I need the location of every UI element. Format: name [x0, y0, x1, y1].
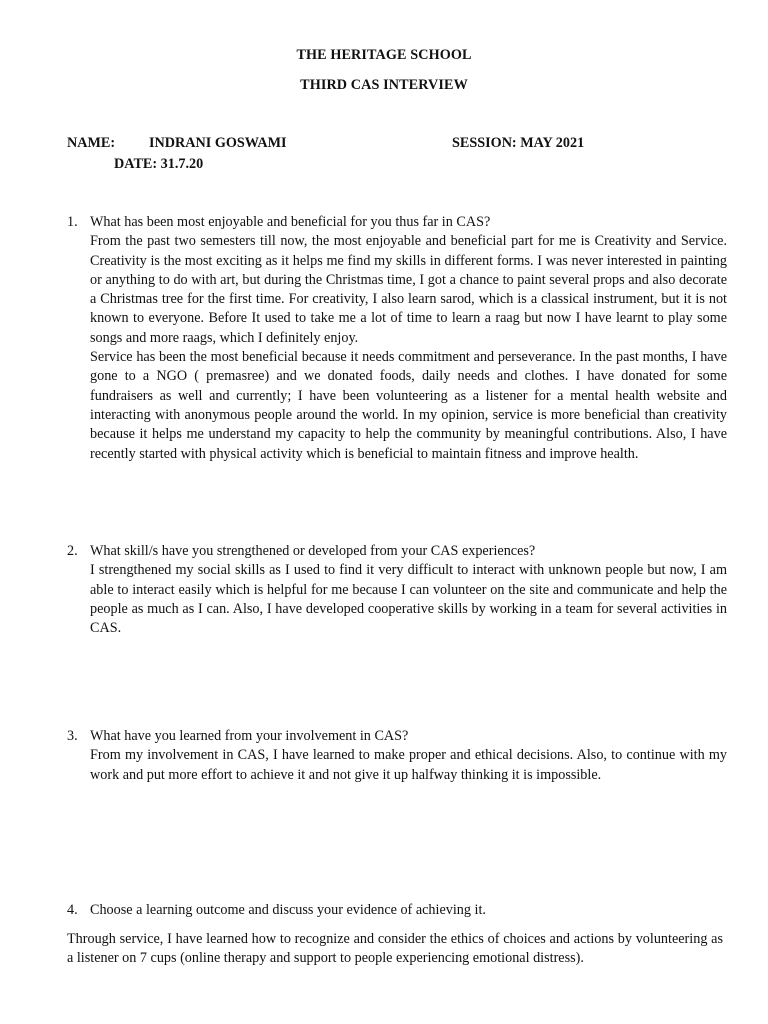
answer-text-continued: Service has been the most beneficial because it needs commitment and perseverance. In the past months, I have gone to a NGO ( premasree) and we donated foods, daily needs and clothes. I have donated for some fundraisers as well and currently; I have been volunteering as a listener for a mental health website and interacting with anonymous people around the world. In my opinion, service is more beneficial than creativity because it helps me understand my capacity to help the community by meaningful contributions. Also, I have recently started with physical activity which is beneficial to maintain fitness and improve health.: [90, 349, 727, 462]
question-text: What skill/s have you strengthened or developed from your CAS experiences?: [90, 543, 536, 559]
question-text: What have you learned from your involvement in CAS?: [90, 728, 409, 744]
question-number: 1.: [67, 214, 78, 230]
question-text: Choose a learning outcome and discuss your evidence of achieving it.: [90, 902, 486, 918]
question-text: What has been most enjoyable and beneficial for you thus far in CAS?: [90, 214, 491, 230]
question-4: [67, 901, 727, 920]
question-number: 4.: [67, 902, 78, 918]
answer-text: I strengthened my social skills as I used to find it very difficult to interact with unknown people but now, I am able to interact easily which is helpful for me because I can volunteer on the site and communicate and help the people as much as I can. Also, I have developed cooperative skills by working in a team for several activities in CAS.: [90, 562, 727, 637]
closing-paragraph: Through service, I have learned how to recognize and consider the ethics of choices and actions by volunteering as a listener on 7 cups (online therapy and support to people experiencing emotional distress).: [67, 931, 723, 967]
school-name: THE HERITAGE SCHOOL: [296, 47, 472, 63]
question-1: [67, 213, 727, 464]
name-value: INDRANI GOSWAMI: [149, 135, 287, 151]
question-number: 3.: [67, 728, 78, 744]
question-number: 2.: [67, 543, 78, 559]
document-title: THIRD CAS INTERVIEW: [300, 77, 468, 93]
answer-text: From the past two semesters till now, the most enjoyable and beneficial part for me is Creativity and Service. Creativity is the most exciting as it helps me find my skills in different forms. I was never interested in painting or anything to do with art, but during the Christmas time, I got a chance to paint several props and also decorate a Christmas tree for the first time. For creativity, I also learn sarod, which is a classical instrument, but it is not known to everyone. Before It used to take me a lot of time to learn a raag but now I have learnt to play some songs and more raags, which I definitely enjoy.: [90, 233, 727, 346]
answer-text: From my involvement in CAS, I have learned to make proper and ethical decisions. Also, to continue with my work and put more effort to achieve it and not give it up halfway thinking it is impossible.: [90, 747, 727, 783]
question-3: [67, 727, 727, 785]
date-info: DATE: 31.7.20: [114, 156, 204, 172]
question-2: [67, 542, 727, 638]
session-info: SESSION: MAY 2021: [452, 135, 585, 151]
name-label: NAME:: [67, 135, 116, 151]
